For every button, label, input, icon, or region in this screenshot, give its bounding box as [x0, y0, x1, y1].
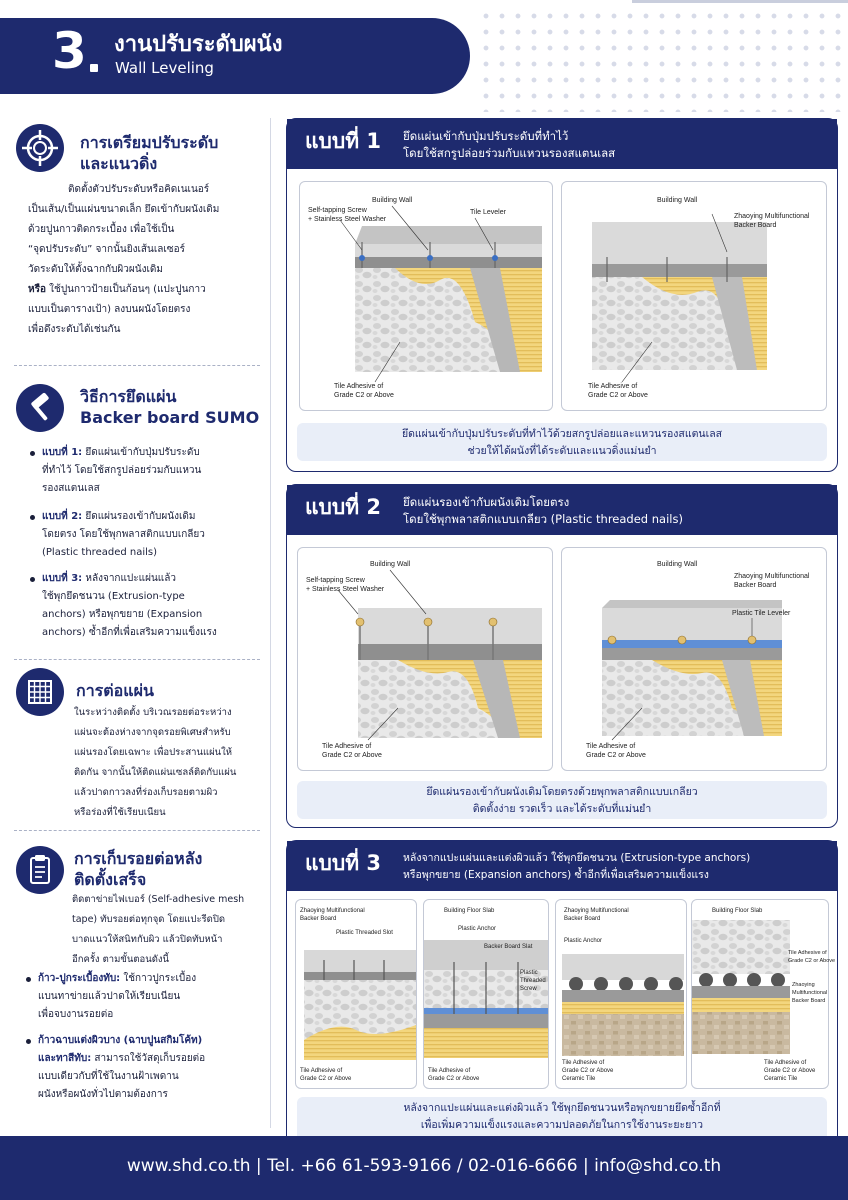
method-2-diagram-a	[297, 547, 553, 771]
method-3-desc-2: หรือพุกขยาย (Expansion anchors) ซ้ำอีกที่เพื่อเสริมความแข็งแรง	[403, 869, 709, 881]
method-2-desc-1: ยึดแผ่นรองเข้ากับผนังเดิมโดยตรง	[403, 495, 570, 509]
label-board-2: Backer Board	[564, 916, 601, 922]
method-3-tag: แบบที่ 3	[305, 851, 381, 875]
finish-bullet-1: ก้าว-ปูกระเบื้องทับ: ใช้กาวปูกระเบื้อง แบนทาข่ายแล้วปาดให้เรียบเนียน เพื่อจบงานรอยต่อ	[38, 970, 266, 1024]
method-1-diagram-a	[299, 181, 553, 411]
label-adhesive-2: Grade C2 or Above	[588, 392, 648, 399]
label-plastic-leveler: Plastic Tile Leveler	[732, 610, 791, 617]
method-1-panel	[286, 118, 838, 472]
joint-text: ในระหว่างติดตั้ง บริเวณรอยต่อระหว่าง แผ่นจะต้องห่างจากจุดรอยพิเศษสำหรับ แผ่นรองโดยเฉพาะ เพื่อประสานแผ่นให้ ติดกัน จากนั้นให้ติดแผ่นเซลล์ติดกับแผ่น แล้วปาดกาวลงที่ร่องเก็บรอยตามผิว หรือร่องที่ใช้เรียบเนียน	[74, 707, 237, 818]
footer-contact: www.shd.co.th | Tel. +66 61-593-9166 / 02-016-6666 | info@shd.co.th	[126, 1156, 722, 1176]
label-building-wall: Building Wall	[657, 561, 698, 568]
label-floor-slab: Building Floor Slab	[444, 908, 495, 914]
method-2-diagram-b	[561, 547, 827, 771]
label-screw-1: Self-tapping Screw	[308, 207, 367, 214]
label-board-2: Backer Board	[734, 582, 777, 589]
label-board-1: Zhaoying Multifunctional	[734, 573, 810, 580]
label-plastic-anchor: Plastic Anchor	[564, 938, 603, 944]
section-title-en: Wall Leveling	[115, 59, 214, 77]
label-adhesive-2: Grade C2 or Above	[562, 1068, 614, 1074]
column-divider	[270, 118, 271, 1128]
fix-bullet-2: แบบที่ 2: ยึดแผ่นรองเข้ากับผนังเดิม โดยตรง โดยใช้พุกพลาสติกแบบเกลียว (Plastic threaded nails)	[42, 508, 264, 562]
dot-pattern	[478, 8, 848, 112]
method-3-caption: หลังจากแปะแผ่นและแต่งผิวแล้ว ใช้พุกยึดชนวนหรือพุกขยายยึดซ้ำอีกที่ เพื่อเพิ่มความแข็งแรงและความปลอดภัยในการใช้งานระยะยาว	[297, 1097, 827, 1137]
label-ceramic-tile: Ceramic Tile	[562, 1076, 596, 1082]
method-1-desc-1: ยึดแผ่นเข้ากับปุ่มปรับระดับที่ทำไว้	[403, 129, 569, 143]
label-board-1: Zhaoying Multifunctional	[300, 908, 365, 914]
fix-bullet-1: แบบที่ 1: ยึดแผ่นเข้ากับปุ่มปรับระดับ ที่ทำไว้ โดยใช้สกรูปล่อยร่วมกับแหวน รองสแตนเลส	[42, 444, 264, 498]
label-board-1: Zhaoying	[792, 982, 815, 988]
method-3-diagram-c	[555, 899, 687, 1089]
method-1-header	[287, 119, 837, 169]
label-pts-3: Screw	[520, 986, 537, 992]
section-number: 3	[52, 22, 87, 80]
label-screw-1: Self-tapping Screw	[306, 577, 365, 584]
label-adhesive-2: Grade C2 or Above	[788, 958, 836, 964]
label-board-1: Zhaoying Multifunctional	[564, 908, 629, 914]
label-tile-leveler: Tile Leveler	[470, 209, 506, 216]
method-3-diagram-d	[691, 899, 836, 1089]
joint-title: การต่อแผ่น	[76, 681, 154, 700]
prep-text: ติดตั้งตัวปรับระดับหรือคิดเนเนอร์ เป็นเส้น/เป็นแผ่นขนาดเล็ก ยึดเข้ากับผนังเดิม ด้วยปูนกาวติดกระเบื้อง เพื่อใช้เป็น “จุดปรับระดับ” จากนั้นยิงเส้นเลเซอร์ วัดระดับให้ตั้งฉากกับผิวผนังเดิม หรือ ใช้ปูนกาวป้ายเป็นก้อนๆ (แปะปูนกาว แบบเป็นตารางเป้า) ลงบนผนังโดยตรง เพื่อดึงระดับได้เช่นกัน	[28, 184, 220, 335]
method-3-panel	[286, 840, 838, 1136]
label-adhesive-2: Grade C2 or Above	[428, 1076, 480, 1082]
clipboard-icon	[16, 846, 64, 894]
hammer-icon	[16, 384, 64, 432]
label-adhesive-4: Grade C2 or Above	[764, 1068, 816, 1074]
label-adhesive-2: Grade C2 or Above	[334, 392, 394, 399]
finish-title: การเก็บรอยต่อหลัง ติดตั้งเสร็จ	[74, 849, 203, 889]
section-separator	[14, 365, 260, 366]
grid-mesh-icon	[16, 668, 64, 716]
label-floor-slab: Building Floor Slab	[712, 908, 763, 914]
label-board-2: Backer Board	[734, 222, 777, 229]
label-board-1: Zhaoying Multifunctional	[734, 213, 810, 220]
label-adhesive-1: Tile Adhesive of	[322, 743, 372, 750]
label-adhesive-1: Tile Adhesive of	[788, 950, 827, 956]
finish-bullet-2: ก้าวฉาบแต่งผิวบาง (ฉาบปูนสกิมโค้ท) และทาสีทับ: สามารถใช้วัสดุเก็บรอยต่อ แบบเดียวกับที่ใช้ในงานฝ้าเพดาน ผนังหรือผนังทั่วไปตามต้องการ	[38, 1032, 266, 1104]
section-separator	[14, 830, 260, 831]
label-plastic-anchor: Plastic Anchor	[458, 926, 497, 932]
label-screw-2: + Stainless Steel Washer	[306, 586, 385, 593]
method-2-tag: แบบที่ 2	[305, 495, 381, 519]
method-1-caption: ยึดแผ่นเข้ากับปุ่มปรับระดับที่ทำไว้ด้วยสกรูปล่อยและแหวนรองสแตนเลส ช่วยให้ได้ผนังที่ได้ระดับและแนวดิ่งแม่นยำ	[297, 423, 827, 461]
fix-title: วิธีการยึดแผ่น Backer board SUMO	[80, 387, 260, 427]
method-2-caption: ยึดแผ่นรองเข้ากับผนังเดิมโดยตรงด้วยพุกพลาสติกแบบเกลียว ติดตั้งง่าย รวดเร็ว และได้ระดับที่แม่นยำ	[297, 781, 827, 819]
crosshair-icon	[16, 124, 64, 172]
method-1-diagram-b	[561, 181, 827, 411]
label-adhesive-1: Tile Adhesive of	[588, 383, 638, 390]
label-adhesive-1: Tile Adhesive of	[586, 743, 636, 750]
method-3-diagram-a	[295, 899, 417, 1089]
label-board-3: Backer Board	[792, 998, 826, 1004]
label-board-2: Multifunctional	[792, 990, 828, 996]
top-rule	[632, 0, 848, 3]
label-adhesive-2: Grade C2 or Above	[322, 752, 382, 759]
method-3-header	[287, 841, 837, 891]
label-adhesive-1: Tile Adhesive of	[334, 383, 384, 390]
footer-bar	[0, 1136, 848, 1200]
finish-text: ติดตาข่ายไฟเบอร์ (Self-adhesive mesh tape) ทับรอยต่อทุกจุด โดยแปะรีดปิด บาดแนวให้สนิทกับผิว แล้วปิดทับหน้า อีกครั้ง ตามขั้นตอนดังนี้	[72, 894, 245, 965]
label-pts-2: Threaded	[520, 978, 546, 984]
method-1-tag: แบบที่ 1	[305, 129, 381, 153]
label-backer-slat: Backer Board Slat	[484, 944, 533, 950]
label-building-wall: Building Wall	[657, 197, 698, 204]
section-separator	[14, 659, 260, 660]
section-number-dot	[90, 64, 98, 72]
label-building-wall: Building Wall	[372, 197, 413, 204]
label-adhesive-1: Tile Adhesive of	[300, 1068, 343, 1074]
fix-bullet-3: แบบที่ 3: หลังจากแปะแผ่นแล้ว ใช้พุกยึดชนวน (Extrusion-type anchors) หรือพุกขยาย (Expansion anchors) ซ้ำอีกที่เพื่อเสริมความแข็งแรง	[42, 570, 264, 642]
label-screw-2: + Stainless Steel Washer	[308, 216, 387, 223]
method-2-header	[287, 485, 837, 535]
label-adhesive-1: Tile Adhesive of	[562, 1060, 605, 1066]
method-2-panel	[286, 484, 838, 828]
label-board-2: Backer Board	[300, 916, 337, 922]
label-adhesive-2: Grade C2 or Above	[586, 752, 646, 759]
label-adhesive-2: Grade C2 or Above	[300, 1076, 352, 1082]
label-adhesive-1: Tile Adhesive of	[428, 1068, 471, 1074]
method-1-desc-2: โดยใช้สกรูปล่อยร่วมกับแหวนรองสแตนเลส	[403, 146, 616, 160]
section-title-th: งานปรับระดับผนัง	[114, 32, 283, 57]
method-2-desc-2: โดยใช้พุกพลาสติกแบบเกลียว (Plastic threaded nails)	[403, 512, 683, 526]
label-adhesive-3: Tile Adhesive of	[764, 1060, 807, 1066]
method-3-desc-1: หลังจากแปะแผ่นและแต่งผิวแล้ว ใช้พุกยึดชนวน (Extrusion-type anchors)	[403, 852, 751, 864]
label-threaded-slot: Plastic Threaded Slot	[336, 930, 393, 936]
label-building-wall: Building Wall	[370, 561, 411, 568]
prep-title: การเตรียมปรับระดับ และแนวดิ่ง	[80, 133, 219, 173]
label-ceramic-tile: Ceramic Tile	[764, 1076, 798, 1082]
label-pts-1: Plastic	[520, 970, 538, 976]
method-3-diagram-b	[423, 899, 549, 1089]
